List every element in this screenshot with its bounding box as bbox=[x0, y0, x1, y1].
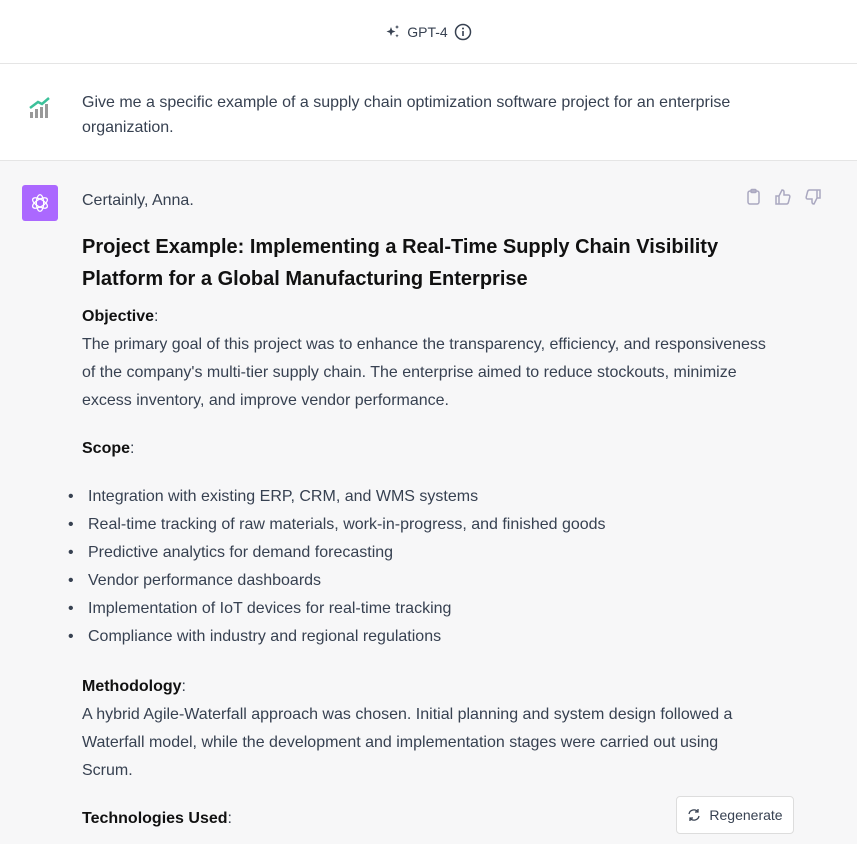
colon: : bbox=[181, 678, 186, 695]
list-item: • Integration with existing ERP, CRM, and WMS systems bbox=[68, 483, 770, 511]
list-item: • Real-time tracking of raw materials, work-in-progress, and finished goods bbox=[68, 511, 770, 539]
user-avatar-chart-icon bbox=[28, 96, 52, 120]
regenerate-label: Regenerate bbox=[709, 807, 783, 823]
scope-list bbox=[68, 483, 770, 651]
methodology-label: Methodology bbox=[82, 678, 182, 695]
list-item: • Vendor performance dashboards bbox=[68, 567, 770, 595]
greeting: Certainly, Anna. bbox=[82, 192, 194, 209]
user-message-text: Give me a specific example of a supply chain optimization software project for an enterprise organization. bbox=[82, 94, 731, 136]
objective-label: Objective bbox=[82, 308, 155, 325]
info-icon[interactable] bbox=[454, 23, 472, 41]
assistant-message bbox=[0, 161, 770, 833]
assistant-avatar bbox=[22, 185, 58, 221]
thumbs-up-icon[interactable] bbox=[774, 188, 792, 206]
list-item: • Implementation of IoT devices for real-time tracking bbox=[68, 595, 770, 623]
user-message bbox=[0, 64, 857, 161]
colon: : bbox=[227, 810, 232, 827]
thumbs-down-icon[interactable] bbox=[804, 188, 822, 206]
list-item: • Predictive analytics for demand forecasting bbox=[68, 539, 770, 567]
objective-text: The primary goal of this project was to enhance the transparency, efficiency, and responsiveness of the company's multi-tier supply chain. The enterprise aimed to reduce stockouts, minimize excess inventory, and improve vendor performance. bbox=[82, 336, 766, 409]
copy-icon[interactable] bbox=[746, 188, 762, 206]
regenerate-button[interactable] bbox=[676, 796, 794, 834]
scope-label: Scope bbox=[82, 440, 131, 457]
model-name: GPT-4 bbox=[407, 23, 448, 40]
model-header bbox=[0, 0, 857, 64]
sparkle-icon bbox=[385, 24, 401, 40]
list-item: • Compliance with industry and regional regulations bbox=[68, 623, 770, 651]
technologies-label: Technologies Used bbox=[82, 810, 228, 827]
colon: : bbox=[130, 440, 135, 457]
methodology-text: A hybrid Agile-Waterfall approach was chosen. Initial planning and system design followed a Waterfall model, while the development and implementation stages were carried out using Scrum. bbox=[82, 706, 733, 779]
response-title: Project Example: Implementing a Real-Time Supply Chain Visibility Platform for a Global Manufacturing Enterprise bbox=[82, 236, 719, 290]
colon: : bbox=[154, 308, 159, 325]
refresh-icon bbox=[687, 808, 701, 822]
openai-logo-icon bbox=[29, 192, 51, 214]
